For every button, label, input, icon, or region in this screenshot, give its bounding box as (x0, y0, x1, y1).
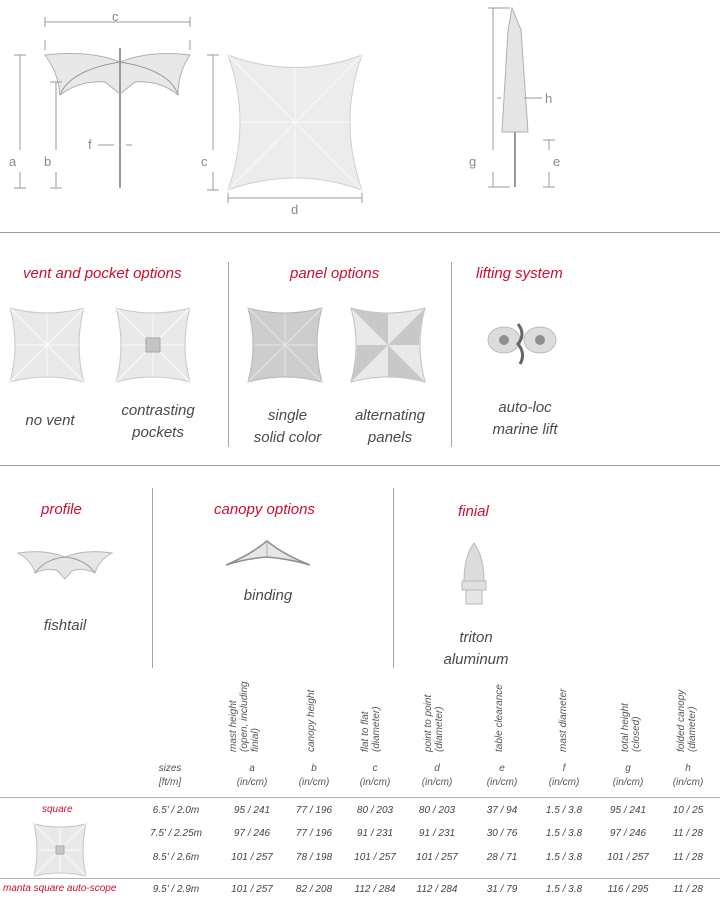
auto-loc-lift-icon (488, 324, 556, 364)
table-cell: 101 / 257 (416, 852, 458, 863)
no-vent-canopy-icon (10, 308, 84, 382)
table-cell: 95 / 241 (609, 805, 647, 816)
col-unit: (in/cm) (612, 777, 644, 788)
table-cell: 112 / 284 (354, 884, 396, 895)
dimension-diagrams (0, 0, 720, 232)
triton-finial-icon (462, 543, 486, 604)
fishtail-profile-icon (18, 552, 112, 579)
option-fishtail: fishtail (43, 617, 87, 634)
col-desc-total-height: total height (closed) (620, 703, 642, 752)
dim-label-b: b (44, 154, 52, 169)
binding-canopy-icon (226, 541, 310, 565)
col-unit: (in/cm) (486, 777, 518, 788)
table-cell: 30 / 76 (486, 828, 518, 839)
table-cell: 101 / 257 (354, 852, 396, 863)
table-cell: 1.5 / 3.8 (545, 852, 583, 863)
group-label-square: square (42, 804, 73, 815)
table-cell: 112 / 284 (416, 884, 458, 895)
col-letter: h (685, 763, 691, 774)
option-single-solid-color: single solid color (253, 407, 322, 446)
col-desc-canopy-height: canopy height (306, 689, 317, 752)
table-cell: 97 / 246 (609, 828, 647, 839)
col-header-c (343, 762, 407, 790)
col-header-e (470, 762, 534, 790)
table-cell: 37 / 94 (486, 805, 518, 816)
col-unit: (in/cm) (672, 777, 704, 788)
table-cell: 80 / 203 (356, 805, 394, 816)
table-cell: 101 / 257 (231, 852, 273, 863)
col-unit: (in/cm) (359, 777, 391, 788)
dim-label-g: g (469, 154, 477, 169)
col-letter: f (562, 763, 566, 774)
table-cell: 97 / 246 (233, 828, 271, 839)
table-cell: 11 / 28 (673, 852, 703, 863)
table-cell: 82 / 208 (295, 884, 333, 895)
canopy-section-title: canopy options (214, 501, 315, 518)
col-desc-mast-height: mast height (open, including finial) (228, 681, 261, 752)
dim-label-h: h (545, 91, 553, 106)
col-unit: (in/cm) (421, 777, 453, 788)
row-size: 7.5' / 2.25m (150, 828, 202, 839)
sizes-header: sizes [ft/m] (158, 763, 182, 788)
table-cell: 10 / 25 (672, 805, 704, 816)
option-icons-row2 (0, 535, 720, 610)
col-unit: (in/cm) (298, 777, 330, 788)
square-canopy-thumbnail (30, 820, 90, 880)
table-cell: 77 / 196 (295, 828, 333, 839)
table-cell: 91 / 231 (418, 828, 456, 839)
col-letter: g (625, 763, 631, 774)
table-cell: 1.5 / 3.8 (545, 884, 583, 895)
col-header-b (282, 762, 346, 790)
col-header-h (656, 762, 720, 790)
row-size: 8.5' / 2.6m (152, 852, 200, 863)
option-contrasting-pockets: contrasting pockets (121, 402, 195, 441)
table-cell: 77 / 196 (295, 805, 333, 816)
col-header-d (405, 762, 469, 790)
option-auto-loc-marine-lift: auto-loc marine lift (492, 399, 558, 438)
vent-section-title: vent and pocket options (23, 265, 182, 282)
col-desc-folded-canopy: folded canopy (diameter) (676, 689, 698, 752)
alternating-panels-canopy-icon (351, 308, 425, 382)
table-cell: 31 / 79 (486, 884, 518, 895)
finial-section-title: finial (458, 503, 489, 520)
profile-section-title: profile (41, 501, 82, 518)
dim-label-f: f (88, 137, 92, 152)
row-size: 9.5' / 2.9m (152, 884, 200, 895)
option-icons-row1 (0, 300, 720, 390)
col-letter: e (499, 763, 505, 774)
option-triton-aluminum: triton aluminum (443, 629, 509, 668)
section-divider-top (0, 232, 720, 233)
contrasting-pockets-canopy-icon (116, 308, 190, 382)
lifting-section-title: lifting system (476, 265, 563, 282)
table-cell: 28 / 71 (486, 852, 518, 863)
option-binding: binding (243, 587, 293, 604)
section-divider-middle (0, 465, 720, 466)
dim-label-a: a (9, 154, 17, 169)
table-header-rule (0, 797, 720, 798)
option-no-vent: no vent (25, 412, 75, 429)
dim-label-d: d (291, 202, 299, 217)
table-cell: 1.5 / 3.8 (545, 805, 583, 816)
col-header-f (532, 762, 596, 790)
single-solid-color-canopy-icon (248, 308, 322, 382)
table-cell: 101 / 257 (607, 852, 649, 863)
col-letter: a (249, 763, 255, 774)
panel-section-title: panel options (290, 265, 380, 282)
top-view-canopy (207, 55, 362, 203)
col-header-g (596, 762, 660, 790)
col-header-a (220, 762, 284, 790)
side-view-umbrella (14, 17, 190, 188)
row-size: 6.5' / 2.0m (152, 805, 200, 816)
col-desc-point-to-point: point to point (diameter) (423, 694, 445, 752)
col-unit: (in/cm) (548, 777, 580, 788)
table-cell: 95 / 241 (233, 805, 271, 816)
group-label-manta-square-auto-scope: manta square auto-scope (3, 883, 117, 894)
dim-label-c: c (201, 154, 208, 169)
col-letter: c (372, 763, 378, 774)
col-desc-mast-diameter: mast diameter (558, 688, 569, 752)
col-letter: d (434, 763, 440, 774)
col-desc-table-clearance: table clearance (494, 684, 505, 752)
table-group-rule (0, 878, 720, 879)
dim-label-e: e (553, 154, 561, 169)
table-cell: 1.5 / 3.8 (545, 828, 583, 839)
dim-label-c-top: c (112, 9, 119, 24)
table-cell: 11 / 28 (673, 884, 703, 895)
option-alternating-panels: alternating panels (354, 407, 426, 446)
table-cell: 11 / 28 (673, 828, 703, 839)
col-letter: b (311, 763, 317, 774)
table-cell: 78 / 198 (295, 852, 333, 863)
table-cell: 116 / 295 (607, 884, 649, 895)
col-unit: (in/cm) (236, 777, 268, 788)
table-cell: 80 / 203 (418, 805, 456, 816)
col-desc-flat-to-flat: flat to flat (diameter) (360, 706, 382, 752)
table-cell: 101 / 257 (231, 884, 273, 895)
table-cell: 91 / 231 (356, 828, 394, 839)
